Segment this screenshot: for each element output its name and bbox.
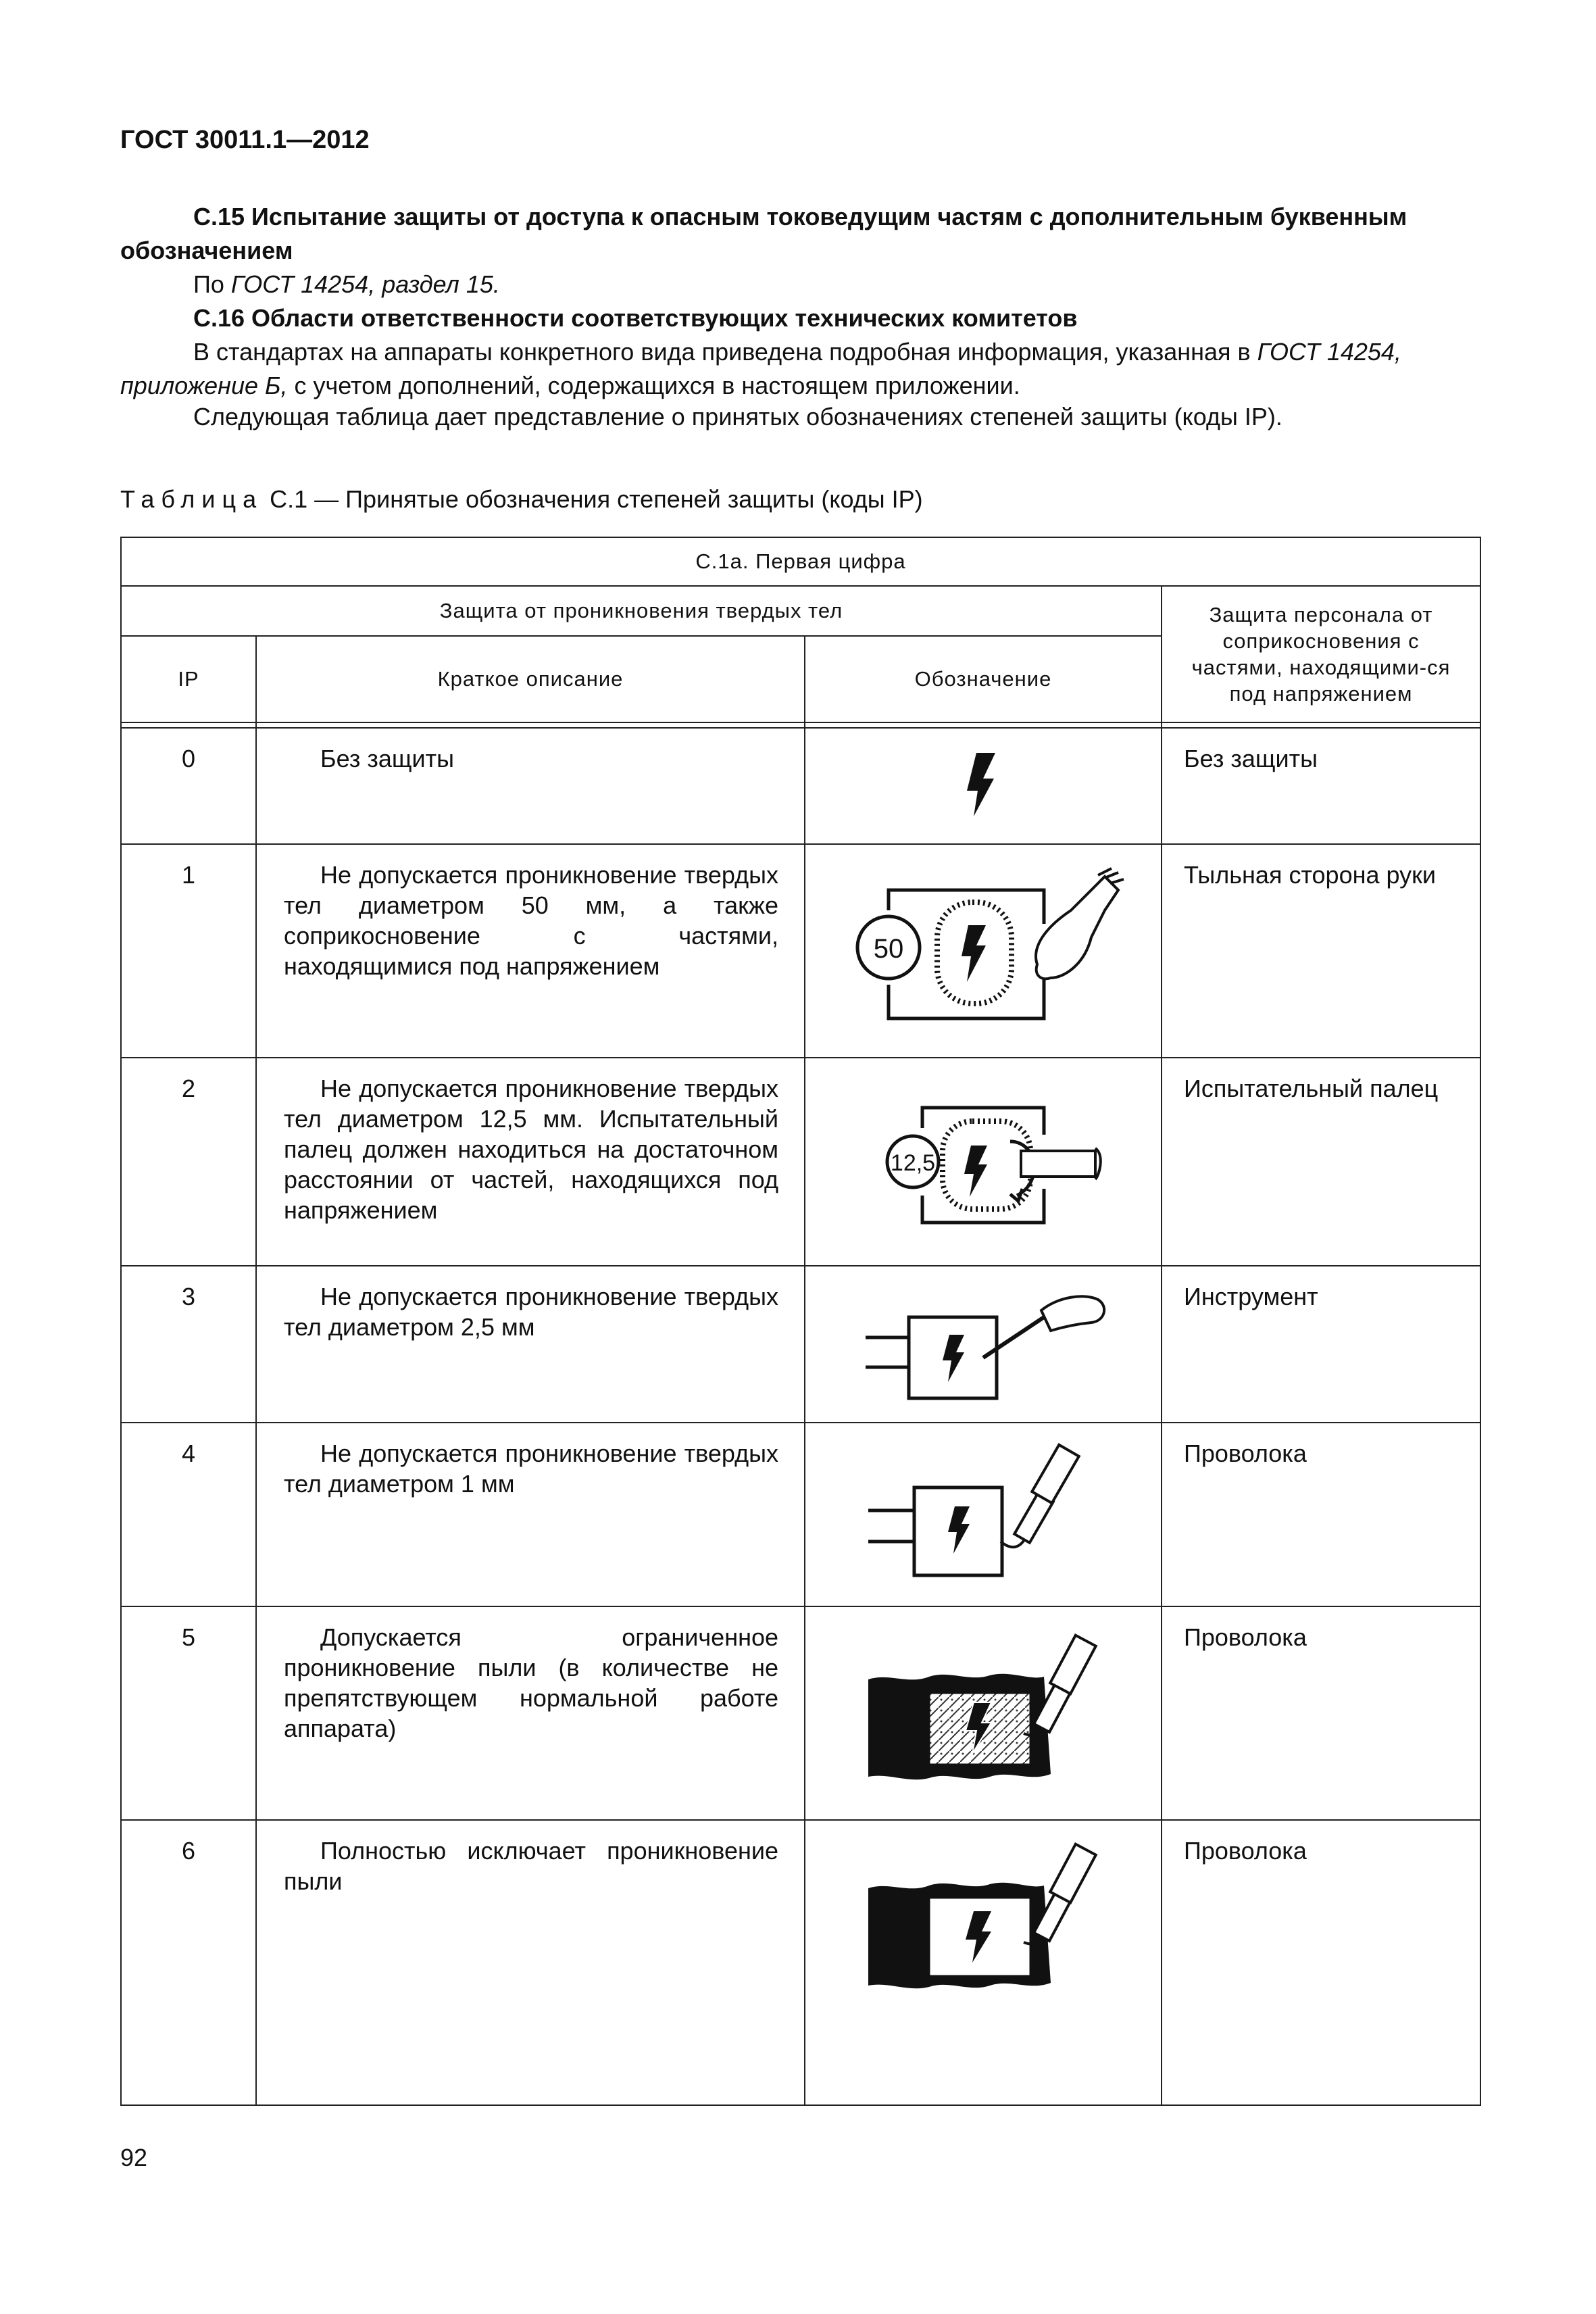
- ip-code: 0: [121, 728, 256, 844]
- ip-code: 1: [121, 844, 256, 1058]
- diameter-label: 50: [873, 934, 904, 964]
- row-personnel-protection: Тыльная сторона руки: [1162, 844, 1480, 1058]
- col-ip-header: IP: [121, 636, 256, 722]
- table-row: [121, 1820, 1480, 2105]
- ip-code: 6: [121, 1820, 256, 2105]
- row-personnel-protection: Проволока: [1162, 1820, 1480, 2105]
- document-header: ГОСТ 30011.1—2012: [120, 126, 370, 154]
- col-description-header: Краткое описание: [256, 636, 805, 722]
- table-intro-text: Следующая таблица дает представление о принятых обозначениях степеней защиты (коды IP).: [193, 403, 1282, 430]
- row-description: Допускается ограниченное проникновение пыли (в количестве не препятствующем нормальной работе аппарата): [256, 1606, 805, 1820]
- row-personnel-protection: Проволока: [1162, 1606, 1480, 1820]
- solid-bodies-header: Защита от проникновения твердых тел: [121, 586, 1162, 636]
- table-row: [121, 1606, 1480, 1820]
- row-personnel-protection: Без защиты: [1162, 728, 1480, 844]
- section-c16-title: С.16 Области ответственности соответствующих технических комитетов: [193, 304, 1078, 332]
- section-c16-body: В стандартах на аппараты конкретного вида приведена подробная информация, указанная в ГОСТ 14254, приложение Б, с учетом дополнений, содержащихся в настоящем приложении.: [120, 338, 1401, 399]
- table-section-title: С.1а. Первая цифра: [121, 537, 1480, 586]
- hand-50mm-icon: [805, 844, 1162, 1058]
- table-row: [121, 1266, 1480, 1423]
- page-number: 92: [120, 2144, 148, 2171]
- ip-code: 5: [121, 1606, 256, 1820]
- ip-code: 2: [121, 1058, 256, 1266]
- row-personnel-protection: Инструмент: [1162, 1266, 1480, 1423]
- row-description: Не допускается проникновение твердых тел диаметром 12,5 мм. Испытательный палец должен находиться на достаточном расстоянии от частей, находящихся под напряжением: [256, 1058, 805, 1266]
- wire-icon: [805, 1423, 1162, 1606]
- dust-protected-icon: [805, 1606, 1162, 1820]
- dust-tight-icon: [805, 1820, 1162, 2105]
- col-symbol-header: Обозначение: [805, 636, 1162, 722]
- ip-codes-table: [120, 537, 1481, 2106]
- section-c15-body: По ГОСТ 14254, раздел 15.: [193, 270, 500, 298]
- row-description: Полностью исключает проникновение пыли: [256, 1820, 805, 2105]
- table-row: [121, 844, 1480, 1058]
- row-personnel-protection: Проволока: [1162, 1423, 1480, 1606]
- ip-code: 4: [121, 1423, 256, 1606]
- bolt-icon: [805, 728, 1162, 844]
- personnel-protection-header: Защита персонала от соприкосновения с частями, находящими-ся под напряжением: [1162, 586, 1480, 722]
- row-description: Не допускается проникновение твердых тел диаметром 1 мм: [256, 1423, 805, 1606]
- table-caption: Таблица С.1 — Принятые обозначения степеней защиты (коды IP): [120, 485, 923, 513]
- section-c15-title: С.15 Испытание защиты от доступа к опасным токоведущим частям с дополнительным буквенным обозначением: [120, 203, 1407, 264]
- tool-icon: [805, 1266, 1162, 1423]
- ip-code: 3: [121, 1266, 256, 1423]
- row-description: Не допускается проникновение твердых тел диаметром 2,5 мм: [256, 1266, 805, 1423]
- finger-12-5mm-icon: [805, 1058, 1162, 1266]
- table-row: [121, 728, 1480, 844]
- diameter-label: 12,5: [890, 1150, 936, 1176]
- row-personnel-protection: Испытательный палец: [1162, 1058, 1480, 1266]
- table-row: [121, 1058, 1480, 1266]
- table-row: [121, 1423, 1480, 1606]
- row-description: Не допускается проникновение твердых тел диаметром 50 мм, а также соприкосновение с частями, находящимися под напряжением: [256, 844, 805, 1058]
- row-description: Без защиты: [256, 728, 805, 844]
